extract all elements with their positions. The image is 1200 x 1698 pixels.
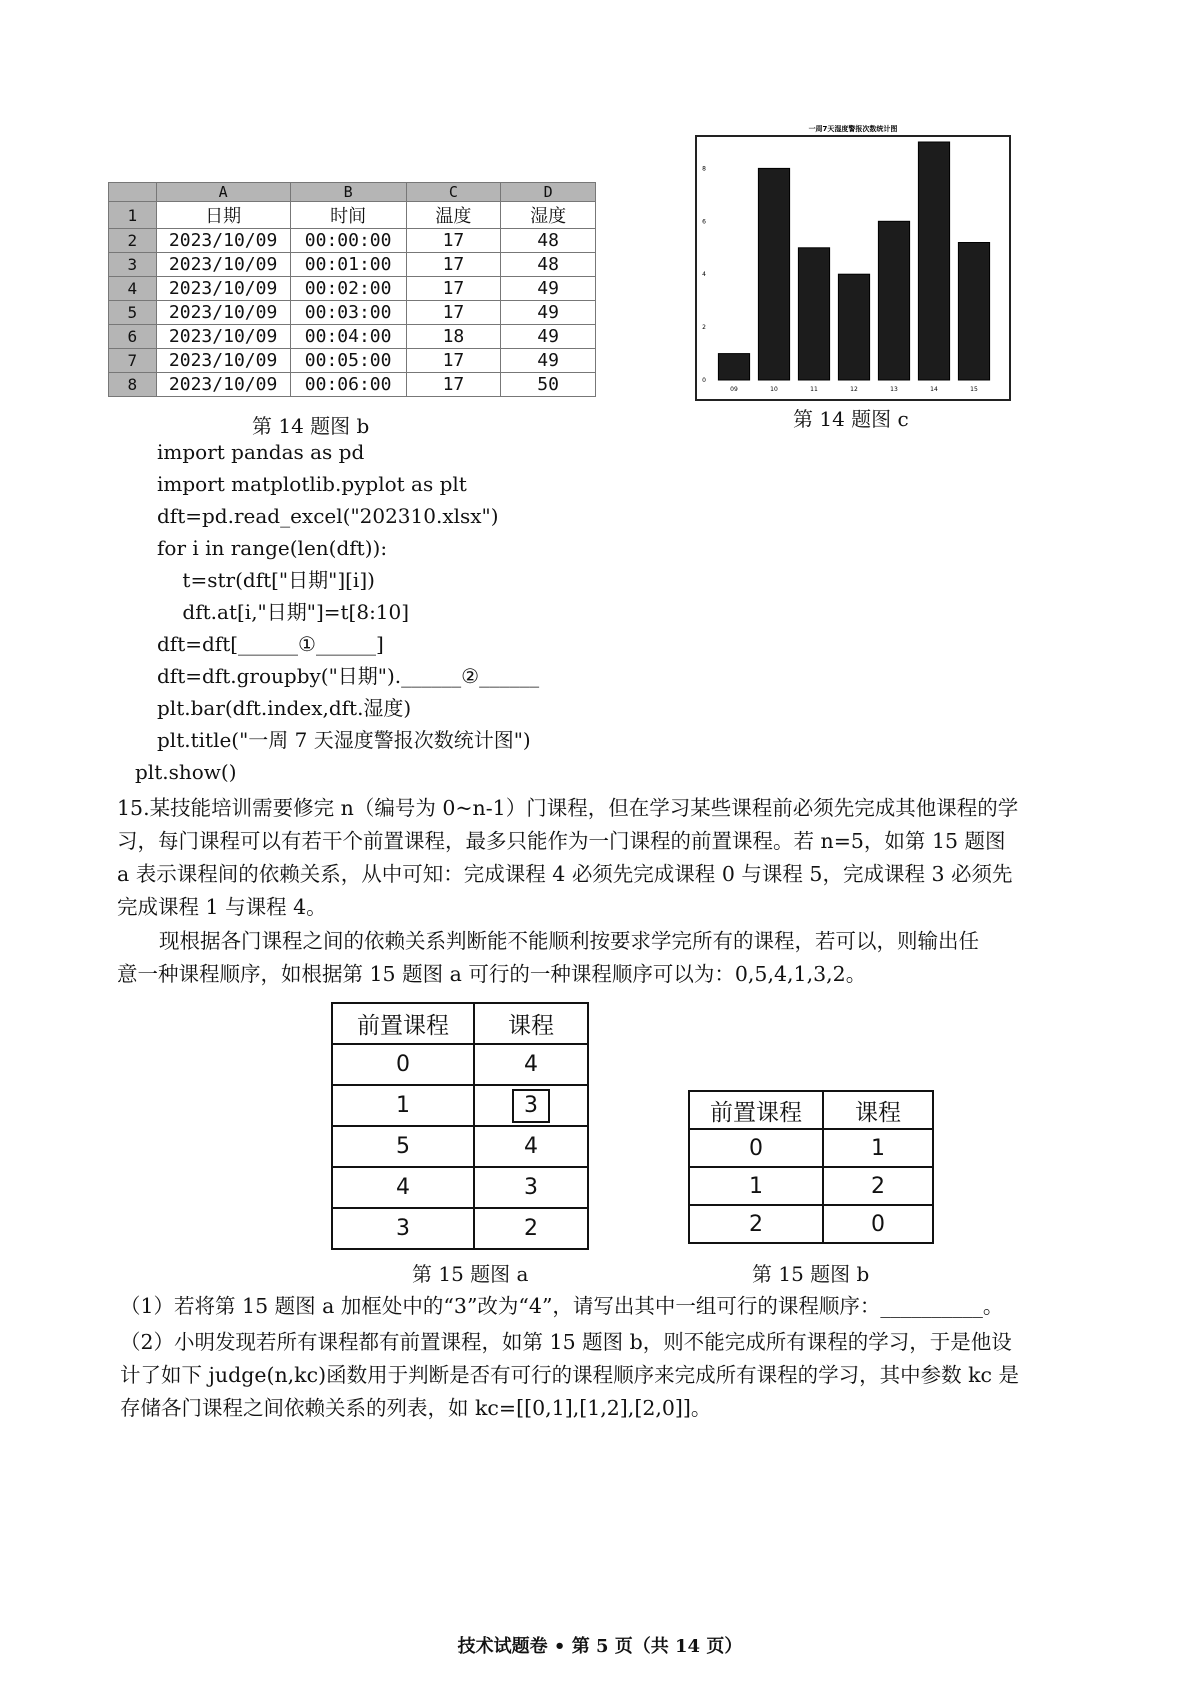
table-row [332, 1167, 588, 1208]
cell-humidity: 49 [501, 301, 596, 325]
cell-prereq: 5 [332, 1126, 474, 1167]
table-row [689, 1205, 933, 1243]
text-line: 存储各门课程之间依赖关系的列表，如 kc=[[0,1],[1,2],[2,0]]。 [120, 1396, 712, 1420]
q15-paragraph-1 [117, 792, 1018, 924]
row-number: 5 [109, 301, 157, 325]
bar-09 [718, 354, 749, 380]
cell-humidity: 48 [501, 253, 596, 277]
row-number: 1 [109, 202, 157, 229]
table-row [689, 1129, 933, 1167]
y-tick-label: 2 [702, 324, 706, 332]
cell-date: 2023/10/09 [156, 325, 290, 349]
text-line: 完成课程 1 与课程 4。 [117, 895, 327, 919]
cell-humidity: 49 [501, 277, 596, 301]
cell-course: 3 [474, 1167, 588, 1208]
col-header-b: B [290, 183, 406, 202]
bar-12 [838, 274, 869, 380]
cell-date: 2023/10/09 [156, 349, 290, 373]
cell-date: 2023/10/09 [156, 253, 290, 277]
x-tick-label: 10 [770, 386, 778, 393]
table-row [332, 1085, 588, 1126]
cell-temp: 17 [406, 301, 501, 325]
cell-humidity: 50 [501, 373, 596, 397]
cell-prereq: 4 [332, 1167, 474, 1208]
code-line: t=str(dft["日期"][i]) [157, 568, 375, 592]
cell-course: 4 [474, 1044, 588, 1085]
code-line: for i in range(len(dft)): [157, 536, 388, 560]
cell-humidity: 48 [501, 229, 596, 253]
cell-course: 4 [474, 1126, 588, 1167]
code-line: plt.title("一周 7 天湿度警报次数统计图") [157, 728, 531, 752]
header-course: 课程 [474, 1003, 588, 1044]
table-row [109, 373, 596, 397]
cell-temp: 17 [406, 229, 501, 253]
table-row [109, 277, 596, 301]
table-row [332, 1044, 588, 1085]
code-line: dft.at[i,"日期"]=t[8:10] [157, 600, 410, 624]
cell-date: 2023/10/09 [156, 373, 290, 397]
code-line: dft=dft.groupby("日期").______②______ [157, 664, 540, 688]
cell-date: 2023/10/09 [156, 301, 290, 325]
header-course: 课程 [823, 1091, 933, 1129]
chart-title: 一周7天湿度警报次数统计图 [808, 125, 898, 133]
code-line: import matplotlib.pyplot as plt [157, 472, 467, 496]
cell-prereq: 0 [689, 1129, 823, 1167]
boxed-value: 3 [512, 1089, 550, 1123]
col-header-a: A [156, 183, 290, 202]
cell-course: 2 [823, 1167, 933, 1205]
table-row [109, 301, 596, 325]
cell-prereq: 1 [689, 1167, 823, 1205]
y-tick-label: 6 [702, 218, 706, 226]
bar-13 [878, 221, 909, 380]
code-line: dft=dft[______①______] [157, 632, 384, 656]
row-number: 6 [109, 325, 157, 349]
cell-prereq: 1 [332, 1085, 474, 1126]
cell-temp: 17 [406, 349, 501, 373]
y-tick-label: 8 [702, 165, 706, 173]
x-tick-label: 14 [930, 386, 938, 393]
table-row [332, 1208, 588, 1249]
course-table-a [331, 1002, 589, 1250]
bar-chart-fig14c [688, 122, 1018, 407]
header-prereq: 前置课程 [689, 1091, 823, 1129]
caption-fig15b: 第 15 题图 b [752, 1262, 870, 1286]
header-prereq: 前置课程 [332, 1003, 474, 1044]
bar-15 [958, 243, 989, 381]
cell-humidity: 49 [501, 325, 596, 349]
cell-temp: 17 [406, 253, 501, 277]
header-temp: 温度 [406, 202, 501, 229]
text-line: a 表示课程间的依赖关系，从中可知：完成课程 4 必须先完成课程 0 与课程 5，完成课程 3 必须先 [117, 862, 1013, 886]
caption-fig15a: 第 15 题图 a [412, 1262, 529, 1286]
row-number: 2 [109, 229, 157, 253]
cell-course: 1 [823, 1129, 933, 1167]
q15-subquestion-2 [120, 1326, 1019, 1425]
cell-date: 2023/10/09 [156, 277, 290, 301]
text-line: 15.某技能培训需要修完 n（编号为 0~n-1）门课程，但在学习某些课程前必须先完成其他课程的学 [117, 796, 1019, 820]
cell-course: 0 [823, 1205, 933, 1243]
code-line: import pandas as pd [157, 440, 365, 464]
cell-time: 00:04:00 [290, 325, 406, 349]
text-line: 现根据各门课程之间的依赖关系判断能不能顺利按要求学完所有的课程，若可以，则输出任 [159, 929, 979, 953]
bar-14 [918, 142, 949, 380]
col-header-c: C [406, 183, 501, 202]
cell-date: 2023/10/09 [156, 229, 290, 253]
cell-temp: 18 [406, 325, 501, 349]
header-date: 日期 [156, 202, 290, 229]
bar-10 [758, 168, 789, 380]
q15-paragraph-2 [117, 925, 979, 991]
caption-fig14c: 第 14 题图 c [793, 407, 909, 431]
y-tick-label: 0 [702, 377, 706, 384]
cell-course: 2 [474, 1208, 588, 1249]
y-tick-label: 4 [702, 271, 706, 279]
cell-time: 00:01:00 [290, 253, 406, 277]
x-tick-label: 15 [970, 386, 978, 393]
table-row [109, 349, 596, 373]
q15-subquestion-1: （1）若将第 15 题图 a 加框处中的“3”改为“4”，请写出其中一组可行的课程顺序：__________。 [120, 1294, 1004, 1318]
header-humidity: 湿度 [501, 202, 596, 229]
row-number: 7 [109, 349, 157, 373]
header-time: 时间 [290, 202, 406, 229]
code-line: dft=pd.read_excel("202310.xlsx") [157, 504, 499, 528]
cell-time: 00:00:00 [290, 229, 406, 253]
x-tick-label: 09 [730, 386, 738, 393]
cell-prereq: 0 [332, 1044, 474, 1085]
table-row [109, 253, 596, 277]
cell-time: 00:02:00 [290, 277, 406, 301]
cell-temp: 17 [406, 277, 501, 301]
text-line: 计了如下 judge(n,kc)函数用于判断是否有可行的课程顺序来完成所有课程的学习，其中参数 kc 是 [120, 1363, 1020, 1387]
table-row [109, 325, 596, 349]
spreadsheet-fig14b [108, 182, 596, 397]
x-tick-label: 12 [850, 386, 858, 393]
col-header-d: D [501, 183, 596, 202]
row-number: 3 [109, 253, 157, 277]
row-number: 8 [109, 373, 157, 397]
page-footer: 技术试题卷 • 第 5 页（共 14 页） [457, 1636, 743, 1657]
code-block [135, 436, 540, 788]
corner-cell [109, 183, 157, 202]
x-tick-label: 13 [890, 386, 898, 393]
table-row [332, 1126, 588, 1167]
bar-11 [798, 248, 829, 380]
table-row [689, 1167, 933, 1205]
cell-time: 00:03:00 [290, 301, 406, 325]
cell-humidity: 49 [501, 349, 596, 373]
code-line: plt.bar(dft.index,dft.湿度) [157, 696, 412, 720]
text-line: 习，每门课程可以有若干个前置课程，最多只能作为一门课程的前置课程。若 n=5，如第 15 题图 [117, 829, 1006, 853]
cell-prereq: 3 [332, 1208, 474, 1249]
text-line: 意一种课程顺序，如根据第 15 题图 a 可行的一种课程顺序可以为：0,5,4,1,3,2。 [117, 962, 867, 986]
row-number: 4 [109, 277, 157, 301]
caption-fig14b: 第 14 题图 b [252, 414, 370, 438]
table-row [109, 229, 596, 253]
code-line: plt.show() [135, 760, 237, 784]
cell-time: 00:06:00 [290, 373, 406, 397]
text-line: （2）小明发现若所有课程都有前置课程，如第 15 题图 b，则不能完成所有课程的学习，于是他设 [120, 1330, 1012, 1354]
cell-prereq: 2 [689, 1205, 823, 1243]
cell-course-boxed [474, 1085, 588, 1126]
course-table-b [688, 1090, 934, 1244]
cell-temp: 17 [406, 373, 501, 397]
x-tick-label: 11 [810, 386, 818, 393]
cell-time: 00:05:00 [290, 349, 406, 373]
